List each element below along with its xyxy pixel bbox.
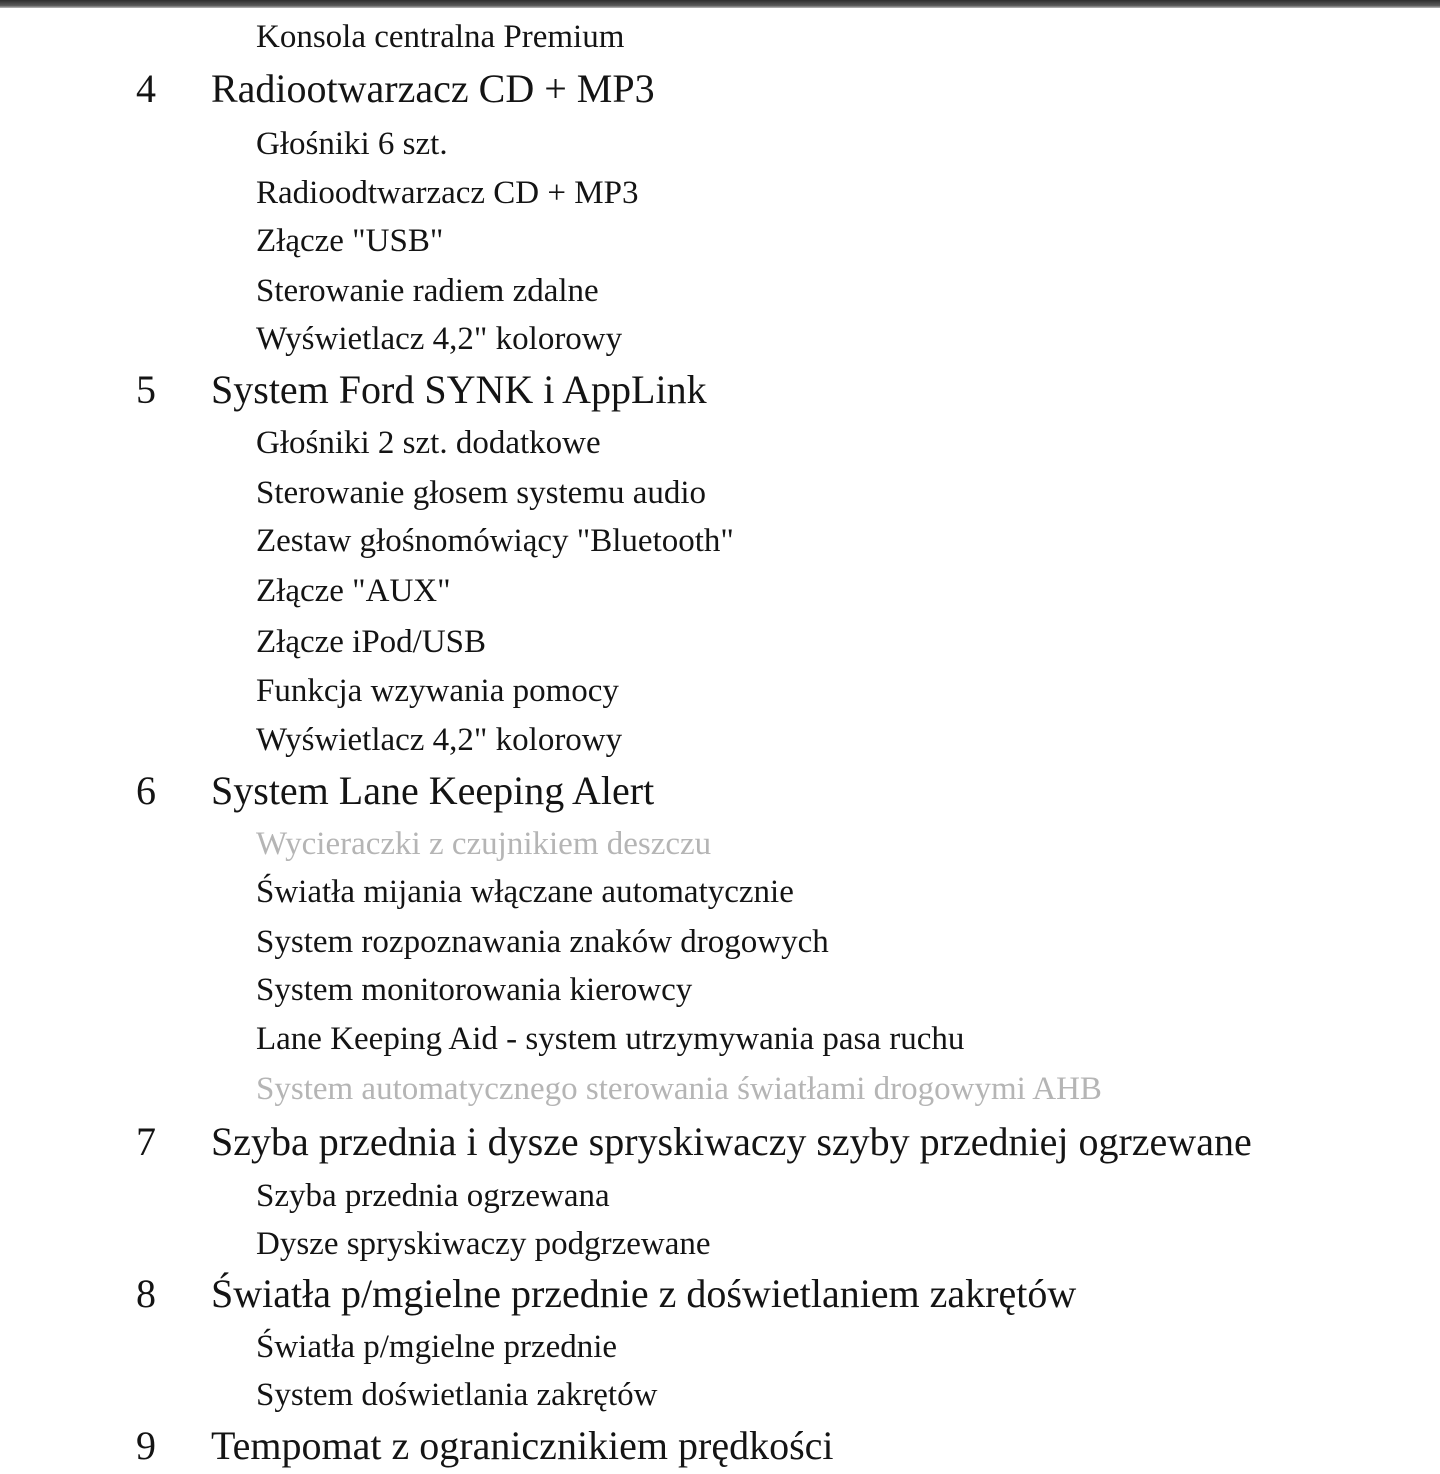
list-item: Zestaw głośnomówiący "Bluetooth": [256, 523, 734, 559]
list-item-faded: System automatycznego sterowania światłami drogowymi AHB: [256, 1071, 1102, 1107]
section-number: 7: [136, 1119, 156, 1164]
list-item: Radioodtwarzacz CD + MP3: [256, 175, 639, 211]
list-item: Sterowanie radiem zdalne: [256, 273, 599, 309]
section-number: 9: [136, 1423, 156, 1468]
section-title: System Ford SYNK i AppLink: [211, 367, 707, 412]
list-item: Wyświetlacz 4,2" kolorowy: [256, 722, 623, 758]
list-item-faded: Wycieraczki z czujnikiem deszczu: [256, 826, 712, 862]
section-title: Światła p/mgielne przednie z doświetlaniem zakrętów: [211, 1271, 1077, 1316]
section-number: 4: [136, 66, 156, 111]
list-item: Złącze "USB": [256, 223, 444, 259]
list-item: Szyba przednia ogrzewana: [256, 1178, 610, 1214]
section-number: 8: [136, 1271, 156, 1316]
list-item: Światła p/mgielne przednie: [256, 1329, 618, 1365]
list-item: Złącze "AUX": [256, 573, 451, 609]
list-item: Głośniki 2 szt. dodatkowe: [256, 425, 601, 461]
list-item: Głośniki 6 szt.: [256, 126, 448, 162]
list-item: System doświetlania zakrętów: [256, 1377, 658, 1413]
section-title: Tempomat z ogranicznikiem prędkości: [211, 1423, 834, 1468]
section-title: Radiootwarzacz CD + MP3: [211, 66, 655, 111]
list-item: Funkcja wzywania pomocy: [256, 673, 619, 709]
section-number: 5: [136, 367, 156, 412]
list-item: Sterowanie głosem systemu audio: [256, 475, 707, 511]
list-item: Światła mijania włączane automatycznie: [256, 874, 794, 910]
list-item: Wyświetlacz 4,2" kolorowy: [256, 321, 623, 357]
list-item: Złącze iPod/USB: [256, 624, 487, 660]
list-item: System monitorowania kierowcy: [256, 972, 693, 1008]
list-item: Konsola centralna Premium: [256, 19, 625, 55]
scan-top-edge: [0, 0, 1440, 8]
section-title: Szyba przednia i dysze spryskiwaczy szyby przedniej ogrzewane: [211, 1119, 1252, 1164]
list-item: Dysze spryskiwaczy podgrzewane: [256, 1226, 711, 1262]
section-number: 6: [136, 768, 156, 813]
list-item: Lane Keeping Aid - system utrzymywania pasa ruchu: [256, 1021, 965, 1057]
list-item: System rozpoznawania znaków drogowych: [256, 924, 829, 960]
section-title: System Lane Keeping Alert: [211, 768, 655, 813]
